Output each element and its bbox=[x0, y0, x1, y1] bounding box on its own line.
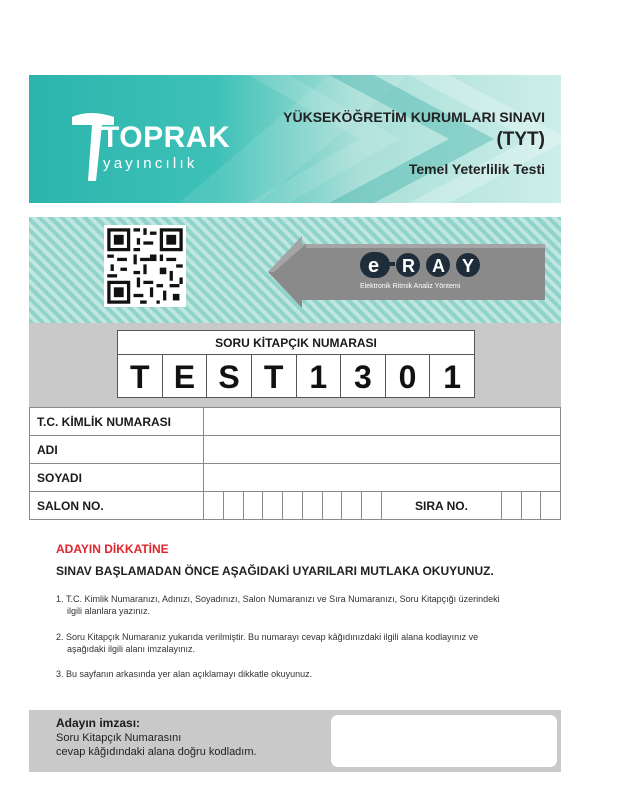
qr-code-icon bbox=[104, 225, 186, 307]
instruction-item: 3. Bu sayfanın arkasında yer alan açıklamayı dikkatle okuyunuz. bbox=[56, 669, 313, 679]
candidate-info-table bbox=[29, 407, 561, 520]
booklet-digit: E bbox=[163, 355, 208, 397]
signature-text: Soru Kitapçık Numarasını cevap kâğıdındaki alana doğru kodladım. bbox=[56, 732, 257, 758]
signature-title: Adayın imzası: bbox=[56, 716, 141, 730]
surname-field[interactable] bbox=[204, 464, 561, 492]
booklet-digit: T bbox=[252, 355, 297, 397]
exam-code: (TYT) bbox=[496, 129, 545, 150]
eray-arrow-icon bbox=[268, 236, 548, 308]
booklet-digit: S bbox=[207, 355, 252, 397]
name-label: ADI bbox=[30, 436, 204, 464]
booklet-digit: 1 bbox=[297, 355, 342, 397]
instruction-item: 2. Soru Kitapçık Numaranız yukarıda verilmiştir. Bu numarayı cevap kâğıdınızdaki ilgili alana kodlayınız ve aşağıdaki ilgili alanı imzalayınız. bbox=[56, 632, 479, 654]
booklet-label: SORU KİTAPÇIK NUMARASI bbox=[118, 331, 474, 355]
tc-label: T.C. KİMLİK NUMARASI bbox=[30, 408, 204, 436]
signature-panel bbox=[29, 710, 561, 772]
exam-subtitle: Temel Yeterlilik Testi bbox=[408, 161, 545, 177]
brand-name: TOPRAK bbox=[101, 121, 231, 154]
eray-letter-y: Y bbox=[462, 256, 475, 276]
salon-number-field[interactable] bbox=[204, 492, 382, 520]
booklet-digit: T bbox=[118, 355, 163, 397]
booklet-digit: 3 bbox=[341, 355, 386, 397]
eray-letter-r: R bbox=[402, 256, 415, 276]
booklet-digit: 1 bbox=[443, 359, 462, 395]
instruction-item: 1. T.C. Kimlik Numaranızı, Adınızı, Soyadınızı, Salon Numaranızı ve Sıra Numaranızı, Soru Kitapçığı üzerindeki ilgili alanlara yazınız. bbox=[56, 594, 500, 616]
name-field[interactable] bbox=[204, 436, 561, 464]
tc-field[interactable] bbox=[204, 408, 561, 436]
brand-subtitle: yayıncılık bbox=[103, 155, 198, 172]
eray-subtitle: Elektronik Ritmik Analiz Yöntemi bbox=[360, 283, 461, 290]
signature-box[interactable] bbox=[331, 715, 557, 767]
booklet-digits bbox=[118, 355, 474, 397]
salon-label: SALON NO. bbox=[30, 492, 204, 520]
header-banner bbox=[29, 75, 561, 203]
sira-label: SIRA NO. bbox=[382, 492, 502, 520]
eray-letter-a: A bbox=[432, 256, 445, 276]
svg-text:e: e bbox=[368, 255, 380, 277]
exam-title: YÜKSEKÖĞRETİM KURUMLARI SINAVI bbox=[283, 109, 545, 125]
sira-number-field[interactable] bbox=[502, 492, 561, 520]
warning-title: ADAYIN DİKKATİNE bbox=[56, 542, 169, 556]
booklet-number-box bbox=[117, 330, 475, 398]
warning-heading: SINAV BAŞLAMADAN ÖNCE AŞAĞIDAKİ UYARILARI MUTLAKA OKUYUNUZ. bbox=[56, 564, 494, 578]
booklet-digit: 0 bbox=[386, 355, 431, 397]
surname-label: SOYADI bbox=[30, 464, 204, 492]
